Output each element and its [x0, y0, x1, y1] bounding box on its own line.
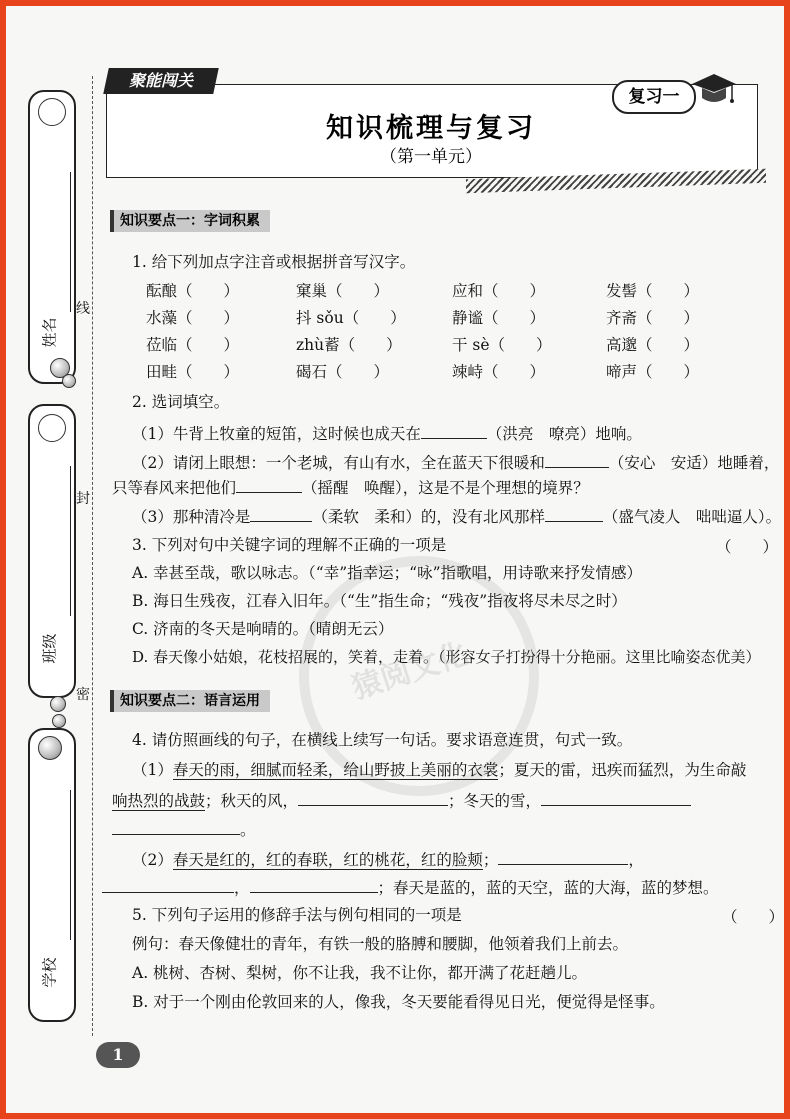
school-label: 学校 — [40, 957, 59, 988]
q1-item[interactable]: 啼声（ ） — [606, 363, 700, 381]
q4-part-1: （1）春天的雨，细腻而轻柔，给山野披上美丽的衣裳；夏天的雷，迅疾而猛烈，为生命敲 — [132, 761, 747, 779]
ring-icon — [62, 374, 76, 388]
q4-prompt: 4. 请仿照画线的句子，在横线上续写一句话。要求语意连贯，句式一致。 — [132, 731, 633, 749]
answer-blank[interactable] — [102, 876, 234, 893]
answer-blank[interactable] — [236, 476, 302, 493]
underlined-sentence: 春天是红的，红的春联，红的桃花，红的脸颊 — [172, 851, 483, 869]
q1-item[interactable]: 竦峙（ ） — [452, 363, 546, 381]
q3-option-b[interactable]: B. 海日生残夜，江春入旧年。（“生”指生命；“残夜”指夜将尽未尽之时） — [132, 592, 627, 610]
answer-blank[interactable] — [298, 789, 448, 806]
class-box — [28, 404, 76, 698]
q5-answer-paren[interactable]: （ ） — [722, 908, 784, 926]
q4-part-1-end: 。 — [112, 818, 256, 840]
binder-hole-icon — [38, 98, 66, 126]
q3-prompt: 3. 下列对句中关键字词的理解不正确的一项是 — [132, 536, 447, 554]
underlined-sentence: 春天的雨，细腻而轻柔，给山野披上美丽的衣裳 — [172, 761, 499, 779]
underlined-sentence: 响热烈的战鼓 — [112, 792, 206, 810]
q1-item[interactable]: 水藻（ ） — [146, 309, 240, 327]
q1-item[interactable]: 碣石（ ） — [296, 363, 390, 381]
q1-item[interactable]: 窠巢（ ） — [296, 282, 390, 300]
q1-item[interactable]: 发髻（ ） — [606, 282, 700, 300]
page-title: 知识梳理与复习 — [326, 113, 536, 144]
q3-answer-paren[interactable]: （ ） — [716, 538, 779, 556]
q1-prompt: 1. 给下列加点字注音或根据拼音写汉字。 — [132, 253, 416, 271]
watermark-text: 猿阅文化 — [347, 636, 473, 707]
class-label: 班级 — [40, 633, 59, 664]
section-heading-1: 知识要点一：字词积累 — [110, 210, 270, 232]
q4-part-2: （2）春天是红的，红的春联，红的桃花，红的脸颊； ， — [132, 848, 644, 870]
ring-icon — [52, 714, 66, 728]
q1-item[interactable]: 应和（ ） — [452, 282, 546, 300]
answer-blank[interactable] — [112, 818, 240, 835]
q3-option-c[interactable]: C. 济南的冬天是响晴的。（晴朗无云） — [132, 620, 394, 638]
class-write-line[interactable] — [70, 466, 71, 616]
q5-option-a[interactable]: A. 桃树、杏树、梨树，你不让我，我不让你，都开满了花赶趟儿。 — [132, 964, 588, 982]
page-number: 1 — [96, 1042, 140, 1068]
q1-item[interactable]: 高邈（ ） — [606, 336, 700, 354]
ring-icon — [50, 696, 66, 712]
answer-blank[interactable] — [498, 848, 628, 865]
q4-part-2-cont: ， ；春天是蓝的，蓝的天空，蓝的大海，蓝的梦想。 — [102, 876, 719, 898]
binder-hole-icon — [38, 414, 66, 442]
q3-option-a[interactable]: A. 幸甚至哉，歌以咏志。（“幸”指幸运；“咏”指歌唱，用诗歌来抒发情感） — [132, 564, 642, 582]
q5-prompt: 5. 下列句子运用的修辞手法与例句相同的一项是 — [132, 906, 462, 924]
q1-item[interactable]: 田畦（ ） — [146, 363, 240, 381]
answer-blank[interactable] — [541, 789, 691, 806]
answer-blank[interactable] — [250, 505, 312, 522]
seal-char-seal: 封 — [76, 486, 90, 510]
series-tag: 聚能闯关 — [103, 68, 219, 94]
graduation-cap-icon — [690, 72, 738, 108]
answer-blank[interactable] — [421, 422, 487, 439]
q4-part-1-cont: 响热烈的战鼓；秋天的风， ；冬天的雪， — [112, 789, 691, 811]
seal-char-line: 线 — [76, 296, 90, 320]
q3-option-d[interactable]: D. 春天像小姑娘，花枝招展的，笑着，走着。（形容女子打扮得十分艳丽。这里比喻姿态优美） — [132, 648, 761, 666]
q1-item[interactable]: 莅临（ ） — [146, 336, 240, 354]
answer-blank[interactable] — [545, 505, 603, 522]
q2-sentence-1: （1）牛背上牧童的短笛，这时候也成天在 （洪亮 嘹亮）地响。 — [132, 422, 642, 444]
worksheet-page — [6, 6, 784, 1113]
q5-option-b[interactable]: B. 对于一个刚由伦敦回来的人，像我，冬天要能看得见日光，便觉得是怪事。 — [132, 993, 665, 1011]
binding-dash-line — [92, 76, 93, 1036]
answer-blank[interactable] — [250, 876, 378, 893]
q1-item[interactable]: 抖 sǒu（ ） — [296, 309, 406, 327]
q1-item[interactable]: 酝酿（ ） — [146, 282, 240, 300]
page-subtitle: （第一单元） — [380, 147, 482, 167]
name-write-line[interactable] — [70, 172, 71, 312]
school-box — [28, 728, 76, 1022]
section-heading-2: 知识要点二：语言运用 — [110, 690, 270, 712]
name-label: 姓名 — [40, 317, 59, 348]
q5-example: 例句：春天像健壮的青年，有铁一般的胳膊和腰脚，他领着我们上前去。 — [132, 935, 629, 953]
q2-sentence-2: （2）请闭上眼想：一个老城，有山有水，全在蓝天下很暖和 （安心 安适）地睡着， — [132, 451, 779, 473]
binder-hole-icon — [38, 736, 62, 760]
name-box — [28, 90, 76, 384]
q1-item[interactable]: 干 sè（ ） — [452, 336, 552, 354]
review-badge: 复习一 — [612, 80, 696, 114]
q2-sentence-3: （3）那种清冷是 （柔软 柔和）的，没有北风那样 （盛气凌人 咄咄逼人）。 — [132, 505, 781, 527]
q1-item[interactable]: 静谧（ ） — [452, 309, 546, 327]
seal-char-secret: 密 — [76, 682, 90, 706]
q1-item[interactable]: zhù蓄（ ） — [296, 336, 402, 354]
answer-blank[interactable] — [545, 451, 609, 468]
q2-sentence-2-cont: 只等春风来把他们 （摇醒 唤醒），这是不是个理想的境界？ — [112, 476, 589, 498]
q1-item[interactable]: 齐斋（ ） — [606, 309, 700, 327]
school-write-line[interactable] — [70, 790, 71, 940]
q2-prompt: 2. 选词填空。 — [132, 393, 230, 411]
